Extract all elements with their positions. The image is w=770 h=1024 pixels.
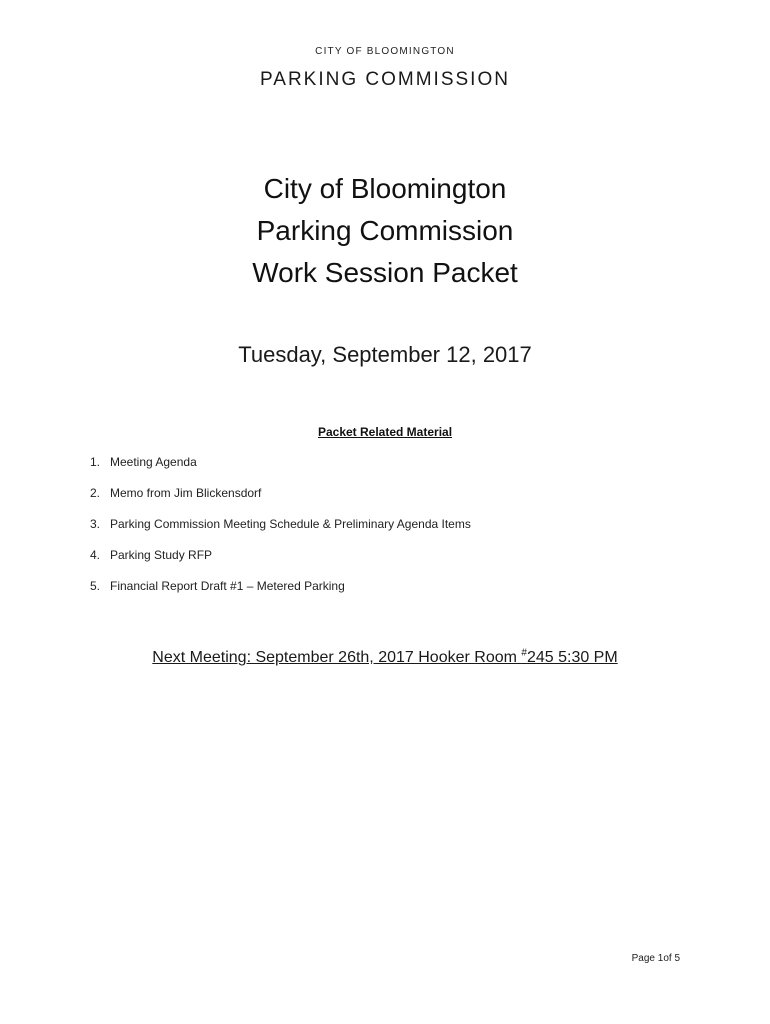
- title-line-2: Parking Commission: [256, 215, 514, 246]
- list-item-label: Financial Report Draft #1 – Metered Parking: [110, 579, 345, 593]
- list-item-label: Parking Commission Meeting Schedule & Preliminary Agenda Items: [110, 517, 471, 531]
- list-item-label: Memo from Jim Blickensdorf: [110, 486, 262, 500]
- page-number: Page 1of 5: [631, 953, 680, 964]
- list-item-number: 5.: [90, 579, 101, 593]
- list-item-number: 4.: [90, 548, 101, 562]
- list-item: [90, 517, 690, 548]
- list-item: [90, 548, 690, 579]
- commission-name: PARKING COMMISSION: [260, 69, 510, 90]
- next-meeting-prefix: Next Meeting: September 26th, 2017 Hooker Room: [152, 649, 522, 667]
- meeting-date: Tuesday, September 12, 2017: [238, 342, 532, 367]
- list-item: [90, 486, 690, 517]
- materials-list: [90, 455, 690, 610]
- list-item: [90, 579, 690, 610]
- organization-name: CITY OF BLOOMINGTON: [315, 46, 455, 57]
- next-meeting-text: [152, 649, 617, 666]
- title-line-1: City of Bloomington: [263, 173, 507, 204]
- document-title: [0, 168, 770, 294]
- title-line-3: Work Session Packet: [252, 257, 518, 288]
- list-item-number: 3.: [90, 517, 101, 531]
- materials-heading: Packet Related Material: [317, 425, 453, 439]
- list-item: [90, 455, 690, 486]
- list-item-number: 1.: [90, 455, 101, 469]
- room-number-sign: #: [521, 648, 527, 659]
- next-meeting-notice: [0, 648, 770, 667]
- list-item-label: Meeting Agenda: [110, 455, 197, 469]
- list-item-number: 2.: [90, 486, 101, 500]
- list-item-label: Parking Study RFP: [110, 548, 213, 562]
- next-meeting-suffix: 245 5:30 PM: [526, 649, 618, 667]
